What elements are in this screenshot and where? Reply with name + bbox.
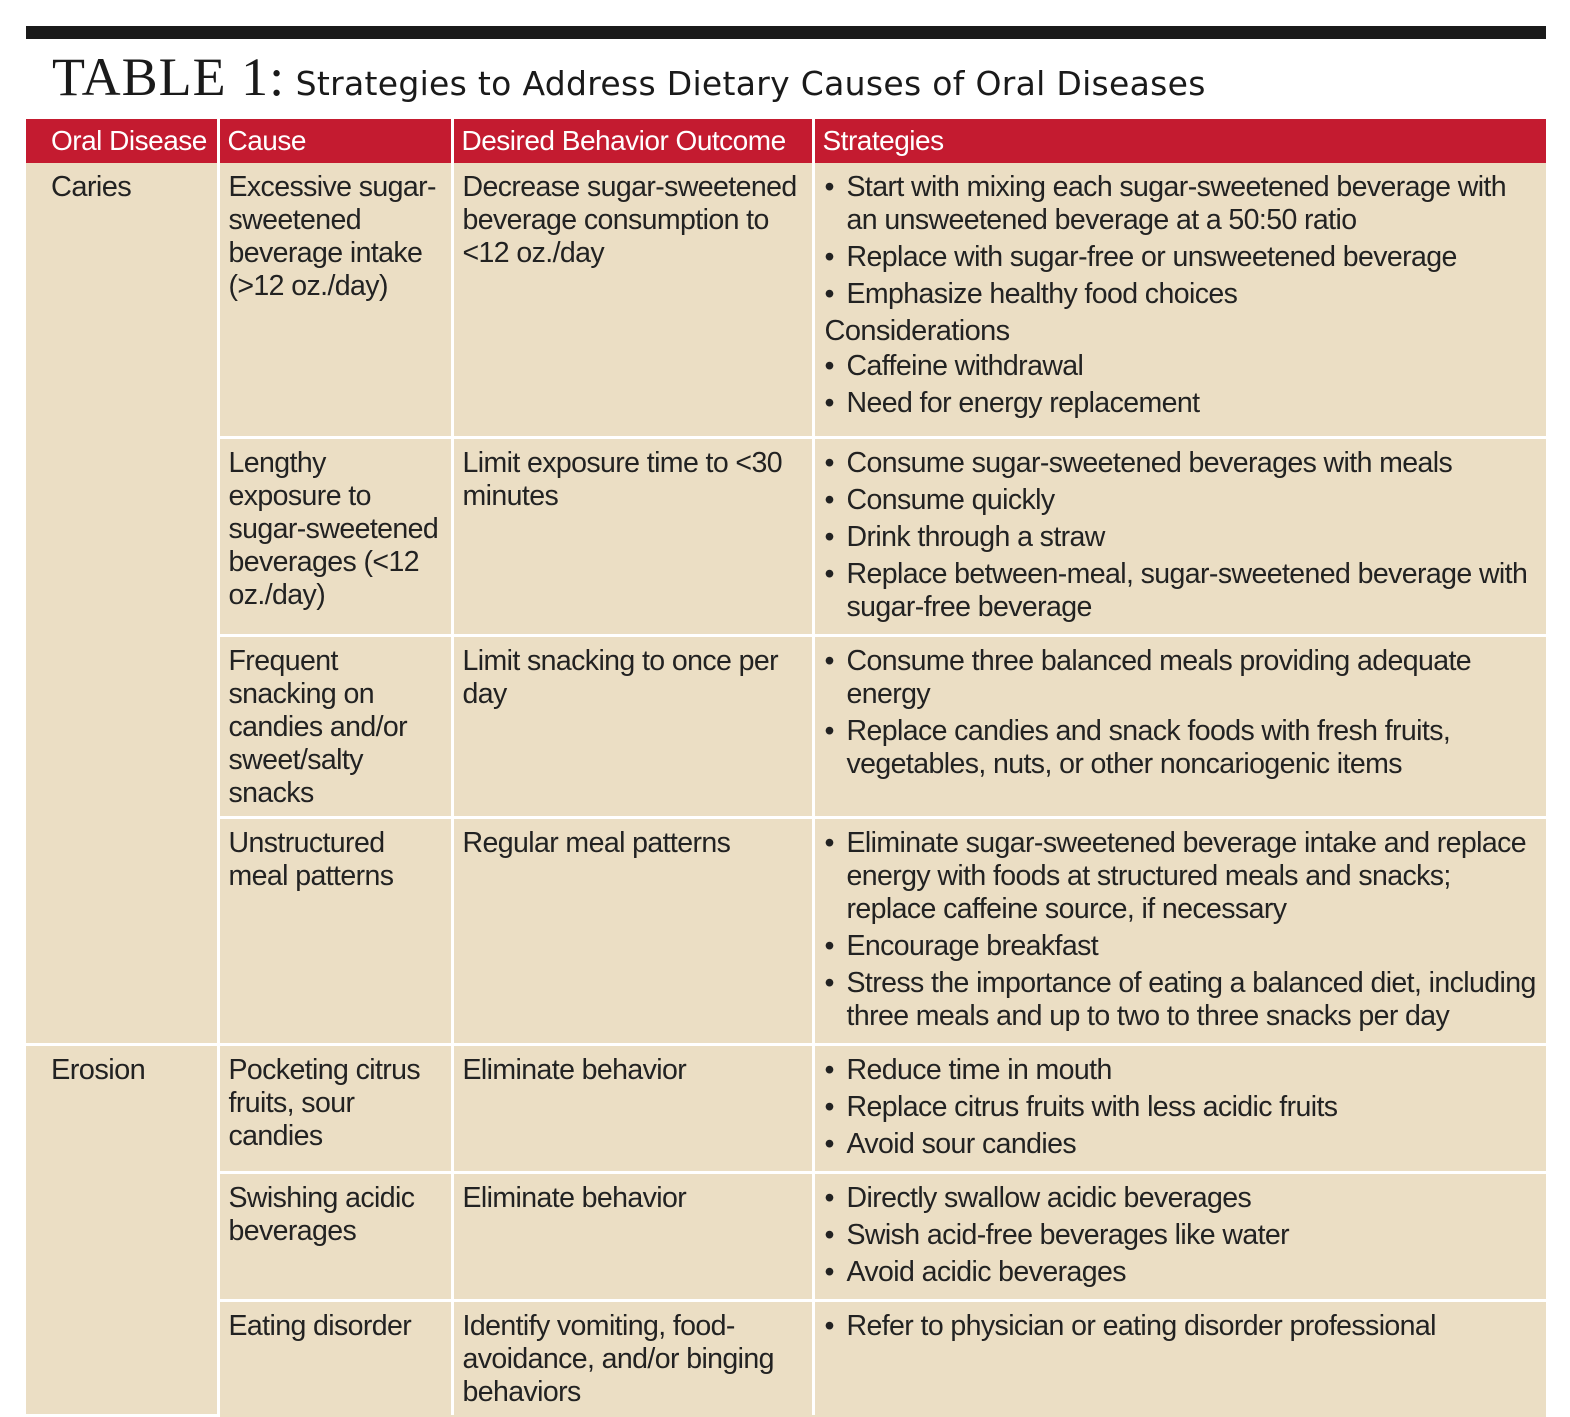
header-desired-outcome: Desired Behavior Outcome [452, 119, 813, 163]
list-item: • Replace with sugar-free or unsweetened beverage [825, 241, 1541, 274]
strategies-cell [813, 437, 1546, 635]
table-number-label: TABLE 1: [52, 47, 286, 107]
disease-cell: Erosion [26, 1044, 218, 1415]
header-oral-disease: Oral Disease [26, 119, 218, 163]
cause-cell: Unstructured meal patterns [218, 817, 452, 1044]
considerations-list [825, 350, 1541, 420]
strategies-list [825, 1182, 1541, 1289]
considerations-heading: Considerations [824, 315, 1010, 347]
outcome-cell: Limit exposure time to <30 minutes [452, 437, 813, 635]
disease-cell: Caries [26, 163, 218, 1044]
list-item: • Drink through a straw [825, 521, 1541, 554]
table-row [26, 1044, 1546, 1172]
list-item: • Consume quickly [825, 484, 1541, 517]
table-row [26, 1172, 1546, 1300]
table-row [26, 1300, 1546, 1415]
cause-cell: Lengthy exposure to sugar-sweetened beverages (<12 oz./day) [218, 437, 452, 635]
list-item: • Stress the importance of eating a balanced diet, including three meals and up to two to three snacks per day [825, 967, 1541, 1033]
cause-cell: Swishing acidic beverages [218, 1172, 452, 1300]
cause-cell: Eating disorder [218, 1300, 452, 1415]
list-item: • Caffeine withdrawal [825, 350, 1541, 383]
outcome-cell: Regular meal patterns [452, 817, 813, 1044]
list-item: • Replace candies and snack foods with fresh fruits, vegetables, nuts, or other noncariogenic items [825, 715, 1541, 781]
strategies-list [825, 1054, 1541, 1161]
strategies-cell [813, 1172, 1546, 1300]
header-cause: Cause [218, 119, 452, 163]
list-item: • Start with mixing each sugar-sweetened beverage with an unsweetened beverage at a 50:50 ratio [825, 171, 1541, 237]
table-row [26, 817, 1546, 1044]
cause-cell: Frequent snacking on candies and/or sweet/salty snacks [218, 635, 452, 817]
list-item: • Avoid sour candies [825, 1128, 1541, 1161]
list-item: • Consume three balanced meals providing adequate energy [825, 645, 1541, 711]
list-item: • Replace citrus fruits with less acidic fruits [825, 1091, 1541, 1124]
list-item: • Refer to physician or eating disorder professional [825, 1310, 1541, 1343]
list-item: • Avoid acidic beverages [825, 1256, 1541, 1289]
list-item: • Swish acid-free beverages like water [825, 1219, 1541, 1252]
list-item: • Consume sugar-sweetened beverages with meals [825, 447, 1541, 480]
strategies-table [26, 119, 1546, 1417]
list-item: • Need for energy replacement [825, 387, 1541, 420]
strategies-cell [813, 1300, 1546, 1415]
cause-cell: Pocketing citrus fruits, sour candies [218, 1044, 452, 1172]
cause-cell: Excessive sugar-sweetened beverage intake (>12 oz./day) [218, 163, 452, 437]
strategies-list [825, 447, 1541, 624]
table-row [26, 163, 1546, 437]
strategies-list [825, 171, 1541, 311]
outcome-cell: Identify vomiting, food-avoidance, and/or binging behaviors [452, 1300, 813, 1415]
table-row [26, 635, 1546, 817]
list-item: • Emphasize healthy food choices [825, 278, 1541, 311]
strategies-list [825, 827, 1541, 1033]
table-row [26, 437, 1546, 635]
outcome-cell: Limit snacking to once per day [452, 635, 813, 817]
top-rule [26, 26, 1546, 39]
header-row [26, 119, 1546, 163]
strategies-list [825, 645, 1541, 781]
list-item: • Encourage breakfast [825, 930, 1541, 963]
list-item: • Eliminate sugar-sweetened beverage intake and replace energy with foods at structured meals and snacks; replace caffeine source, if necessary [825, 827, 1541, 926]
strategies-list [825, 1310, 1541, 1343]
list-item: • Replace between-meal, sugar-sweetened beverage with sugar-free beverage [825, 558, 1541, 624]
list-item: • Reduce time in mouth [825, 1054, 1541, 1087]
strategies-cell [813, 163, 1546, 437]
header-strategies: Strategies [813, 119, 1546, 163]
strategies-cell [813, 635, 1546, 817]
strategies-cell [813, 817, 1546, 1044]
outcome-cell: Eliminate behavior [452, 1044, 813, 1172]
outcome-cell: Decrease sugar-sweetened beverage consumption to <12 oz./day [452, 163, 813, 437]
outcome-cell: Eliminate behavior [452, 1172, 813, 1300]
table-title-text: Strategies to Address Dietary Causes of Oral Diseases [295, 64, 1206, 103]
table-title [52, 46, 1542, 110]
list-item: • Directly swallow acidic beverages [825, 1182, 1541, 1215]
strategies-cell [813, 1044, 1546, 1172]
